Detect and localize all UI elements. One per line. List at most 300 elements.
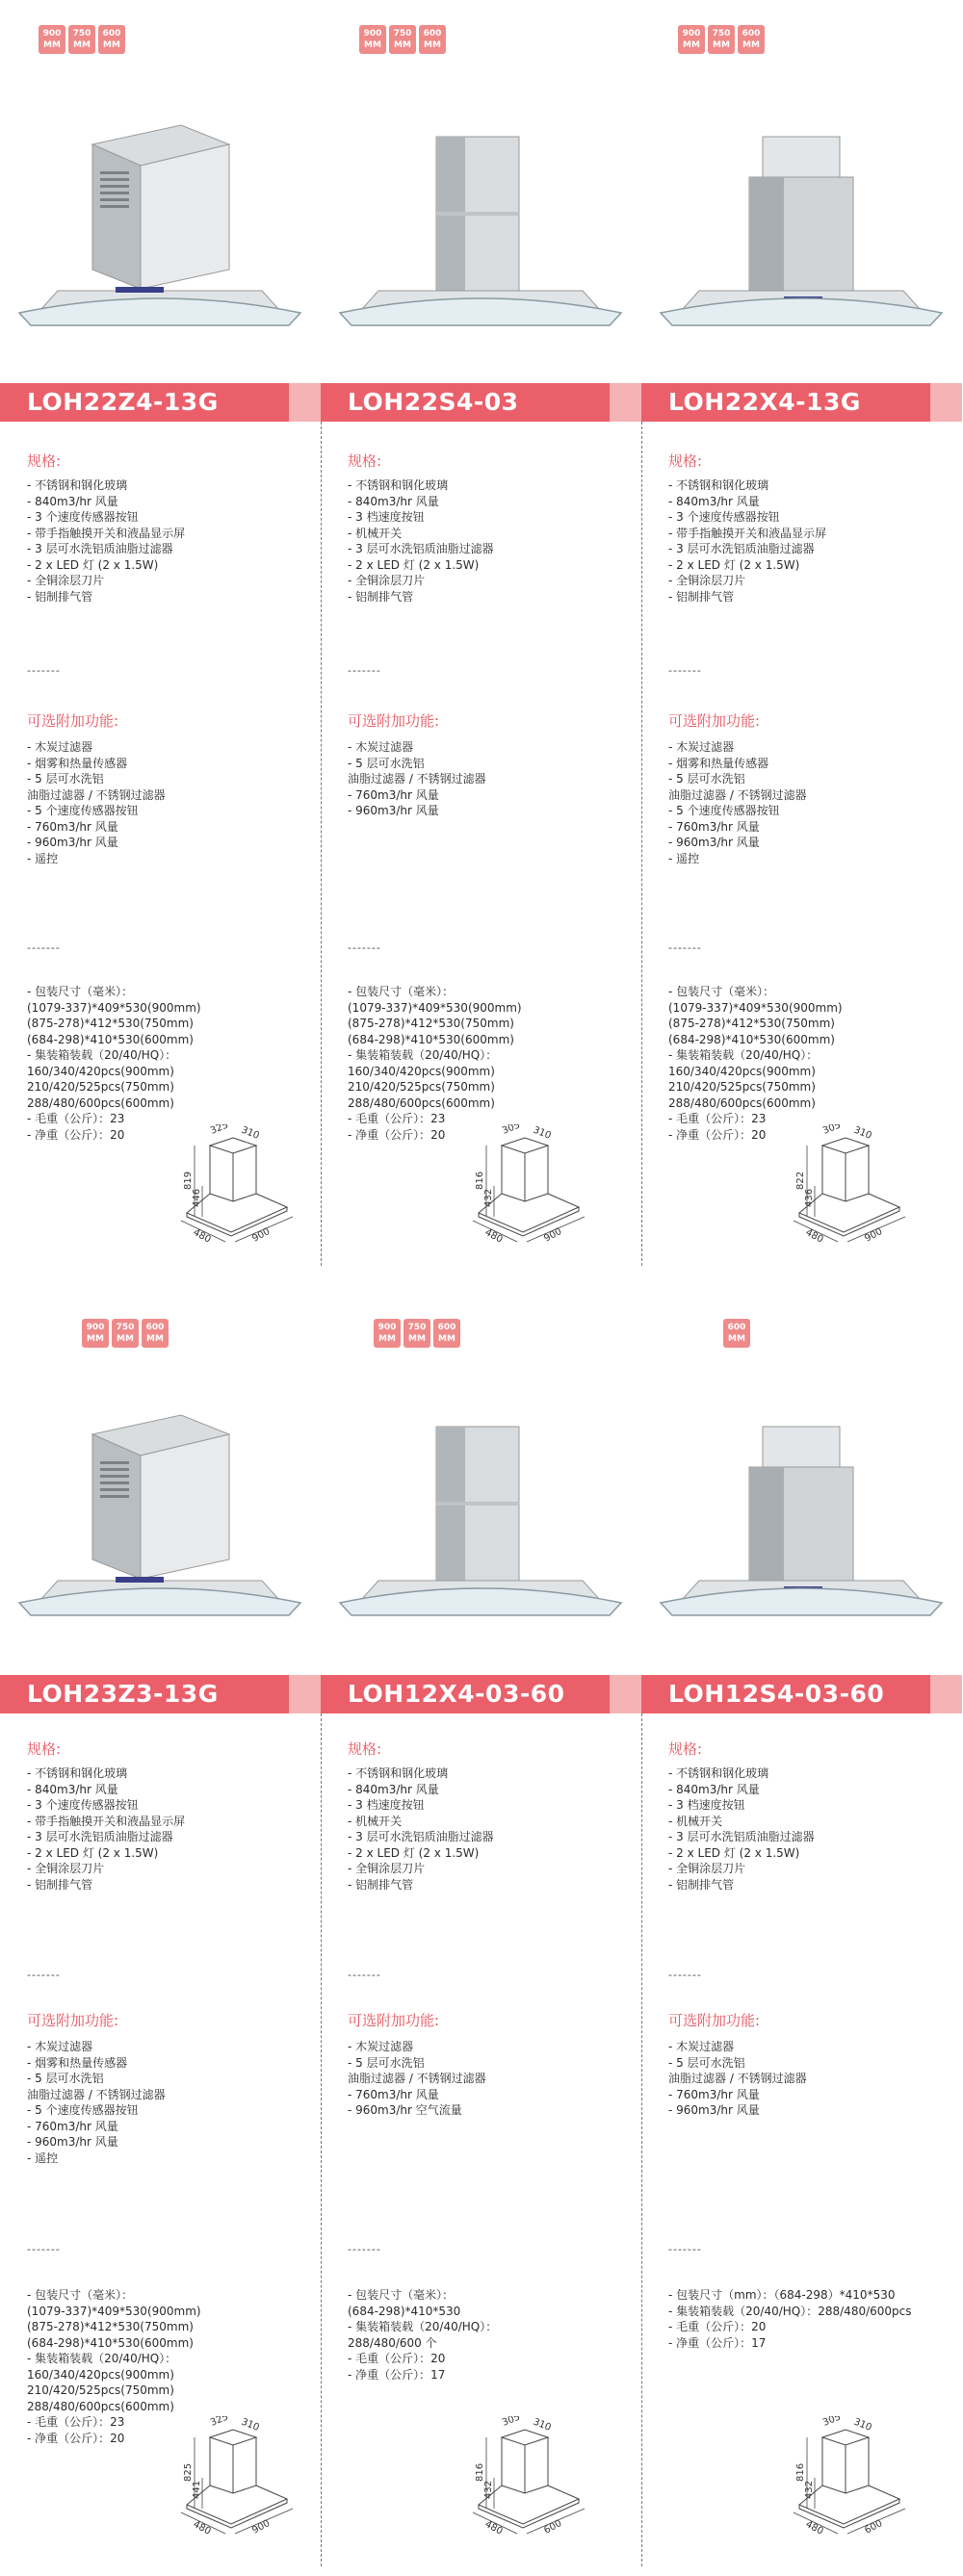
- option-item: - 遥控: [27, 851, 59, 865]
- dimension-diagram: [173, 1124, 308, 1249]
- size-badge: [68, 25, 95, 54]
- separator: -------: [668, 1969, 702, 1981]
- size-badge: [112, 1319, 139, 1348]
- spec-item: - 840m3/hr 风量: [348, 494, 439, 508]
- product-image: [321, 67, 641, 395]
- size-unit: MM: [87, 1334, 104, 1344]
- packing-item: - 集装箱装载（20/40/HQ）：: [348, 2320, 498, 2333]
- spec-item: - 3 层可水洗铝质油脂过滤器: [348, 542, 494, 555]
- spec-item: - 机械开关: [348, 1814, 403, 1828]
- packing-item: (1079-337)*409*530(900mm): [668, 1000, 843, 1015]
- dimension-label: 305: [501, 2416, 522, 2429]
- spec-item: - 铝制排气管: [348, 1877, 414, 1892]
- option-item: 油脂过滤器 / 不锈钢过滤器: [668, 787, 807, 802]
- option-item: - 960m3/hr 空气流量: [348, 2103, 462, 2117]
- options-heading: 可选附加功能:: [27, 712, 119, 730]
- packing-item: (875-278)*412*530(750mm): [27, 1017, 194, 1030]
- dimension-diagram: [465, 2416, 600, 2540]
- packing-item: (875-278)*412*530(750mm): [27, 2320, 194, 2333]
- packing-item: (684-298)*410*530(600mm): [348, 1032, 514, 1046]
- dimension-label: 816: [475, 1171, 485, 1190]
- column-divider: [321, 422, 322, 1266]
- size-value: 600: [102, 29, 121, 39]
- size-value: 900: [363, 29, 382, 39]
- packing-item: - 净重（公斤）：17: [348, 2367, 446, 2382]
- option-item: - 木炭过滤器: [27, 740, 93, 754]
- option-item: - 木炭过滤器: [348, 2040, 414, 2053]
- size-value: 750: [393, 29, 412, 39]
- dimension-label: 822: [795, 1171, 806, 1190]
- packing-item: (1079-337)*409*530(900mm): [27, 2304, 201, 2318]
- size-unit: MM: [424, 40, 441, 50]
- size-badge: [82, 1319, 109, 1348]
- size-badges: [723, 1319, 750, 1348]
- packing-item: 288/480/600pcs(600mm): [348, 1095, 495, 1110]
- options-list: [348, 2039, 486, 2119]
- product-column: [321, 1290, 641, 2576]
- packing-list: [348, 2287, 497, 2383]
- separator: -------: [27, 664, 61, 677]
- option-item: - 760m3/hr 风量: [668, 2087, 760, 2101]
- packing-item: 210/420/525pcs(750mm): [27, 2383, 174, 2397]
- size-badges: [82, 1319, 169, 1348]
- size-badge: [419, 25, 446, 54]
- spec-item: - 2 x LED 灯 (2 x 1.5W): [27, 1845, 159, 1860]
- spec-item: - 不锈钢和钢化玻璃: [27, 1766, 128, 1780]
- dimension-label: 436: [804, 1188, 815, 1207]
- options-heading: 可选附加功能:: [348, 2012, 440, 2029]
- size-badge: [389, 25, 416, 54]
- dimension-label: 305: [821, 1124, 843, 1137]
- spec-item: - 机械开关: [668, 1814, 723, 1828]
- spec-item: - 2 x LED 灯 (2 x 1.5W): [348, 1845, 480, 1860]
- option-item: - 5 层可水洗铝: [27, 772, 104, 786]
- packing-item: - 净重（公斤）：20: [668, 1127, 767, 1142]
- packing-item: (875-278)*412*530(750mm): [668, 1017, 835, 1030]
- option-item: - 木炭过滤器: [668, 740, 735, 754]
- product-row-1: [0, 0, 963, 1275]
- title-bar-accent: [289, 1675, 321, 1713]
- separator: -------: [668, 664, 702, 677]
- spec-item: - 3 个速度传感器按钮: [668, 510, 780, 524]
- title-bar-accent: [930, 383, 962, 422]
- spec-list: [27, 1765, 185, 1893]
- model-title-bar: [321, 1675, 641, 1713]
- packing-item: (1079-337)*409*530(900mm): [27, 1000, 201, 1015]
- size-unit: MM: [43, 40, 61, 50]
- spec-heading: 规格:: [668, 1740, 703, 1758]
- dimension-label: 600: [863, 2517, 885, 2537]
- spec-list: [27, 477, 185, 605]
- spec-item: - 铝制排气管: [27, 589, 93, 604]
- spec-item: - 全铜涂层刀片: [348, 1862, 426, 1875]
- options-list: [668, 2039, 807, 2119]
- size-unit: MM: [73, 40, 91, 50]
- spec-item: - 全铜涂层刀片: [668, 574, 746, 587]
- model-title-bar: [0, 1675, 321, 1713]
- size-badge: [738, 25, 765, 54]
- packing-item: 210/420/525pcs(750mm): [348, 1080, 495, 1094]
- separator: -------: [348, 941, 381, 954]
- spec-item: - 不锈钢和钢化玻璃: [668, 478, 769, 492]
- dimension-label: 325: [209, 2416, 230, 2429]
- option-item: - 5 层可水洗铝: [668, 2055, 745, 2070]
- packing-item: (684-298)*410*530(600mm): [668, 1032, 835, 1046]
- model-title-bar: [641, 1675, 962, 1713]
- size-badge: [433, 1319, 460, 1348]
- packing-item: (1079-337)*409*530(900mm): [348, 1000, 522, 1015]
- dimension-label: 480: [482, 1226, 505, 1245]
- size-badges: [39, 25, 125, 54]
- options-heading: 可选附加功能:: [27, 2012, 119, 2029]
- spec-item: - 3 个速度传感器按钮: [27, 510, 139, 524]
- separator: -------: [27, 2243, 61, 2255]
- dimension-label: 432: [804, 2480, 815, 2499]
- spec-item: - 3 层可水洗铝质油脂过滤器: [27, 542, 173, 555]
- spec-list: [668, 477, 826, 605]
- product-image: [321, 1357, 641, 1685]
- product-image: [641, 67, 962, 395]
- product-row-2: [0, 1290, 963, 2576]
- dimension-label: 310: [239, 2416, 261, 2434]
- dimension-label: 900: [250, 1225, 273, 1245]
- packing-item: - 净重（公斤）：20: [27, 1127, 125, 1142]
- option-item: - 烟雾和热量传感器: [668, 756, 769, 770]
- spec-item: - 不锈钢和钢化玻璃: [668, 1766, 769, 1780]
- spec-item: - 铝制排气管: [668, 1877, 735, 1892]
- packing-item: 210/420/525pcs(750mm): [27, 1080, 174, 1094]
- size-value: 900: [682, 29, 701, 39]
- dimension-label: 900: [250, 2517, 273, 2537]
- size-value: 900: [377, 1323, 397, 1332]
- option-item: 油脂过滤器 / 不锈钢过滤器: [668, 2072, 807, 2085]
- size-badge: [39, 25, 65, 54]
- spec-item: - 全铜涂层刀片: [27, 1862, 105, 1875]
- dimension-label: 432: [483, 1188, 494, 1207]
- packing-item: 288/480/600pcs(600mm): [27, 1095, 174, 1110]
- model-name: LOH12S4-03-60: [668, 1680, 885, 1708]
- model-title-bar: [0, 383, 321, 422]
- model-name: LOH22Z4-13G: [27, 388, 219, 416]
- spec-item: - 840m3/hr 风量: [27, 494, 118, 508]
- product-image: [0, 67, 321, 395]
- spec-item: - 840m3/hr 风量: [348, 1782, 439, 1796]
- dimension-label: 310: [531, 2416, 553, 2434]
- title-bar-accent: [610, 383, 641, 422]
- option-item: - 760m3/hr 风量: [348, 787, 439, 802]
- dimension-label: 446: [192, 1188, 202, 1207]
- product-column: [641, 1290, 962, 2576]
- packing-item: 160/340/420pcs(900mm): [27, 2367, 174, 2382]
- size-value: 600: [437, 1323, 456, 1332]
- size-badge: [142, 1319, 169, 1348]
- spec-item: - 不锈钢和钢化玻璃: [348, 478, 449, 492]
- size-unit: MM: [742, 40, 760, 50]
- packing-list: [27, 984, 201, 1143]
- dimension-diagram: [786, 1124, 921, 1249]
- column-divider: [321, 1713, 322, 2566]
- product-image: [0, 1357, 321, 1685]
- spec-item: - 2 x LED 灯 (2 x 1.5W): [348, 557, 480, 572]
- options-list: [27, 2039, 166, 2166]
- title-bar-accent: [930, 1675, 962, 1713]
- spec-item: - 3 档速度按钮: [668, 1798, 745, 1812]
- spec-item: - 机械开关: [348, 526, 403, 540]
- dimension-label: 900: [863, 1225, 885, 1245]
- dimension-label: 816: [475, 2462, 485, 2482]
- dimension-label: 432: [483, 2480, 494, 2499]
- option-item: - 木炭过滤器: [668, 2040, 735, 2053]
- option-item: - 5 个速度传感器按钮: [27, 804, 139, 817]
- packing-item: - 毛重（公斤）：20: [668, 2320, 767, 2333]
- option-item: - 烟雾和热量传感器: [27, 756, 128, 770]
- separator: -------: [348, 1969, 381, 1981]
- packing-item: - 包装尺寸（毫米）：: [348, 985, 455, 998]
- product-column: [0, 0, 321, 1275]
- dimension-label: 480: [803, 1226, 825, 1245]
- spec-item: - 不锈钢和钢化玻璃: [27, 478, 128, 492]
- packing-item: - 包装尺寸（毫米）：: [668, 985, 775, 998]
- packing-item: - 包装尺寸（mm）：（684-298）*410*530: [668, 2288, 896, 2302]
- options-list: [348, 739, 486, 819]
- option-item: - 760m3/hr 风量: [27, 819, 118, 834]
- option-item: - 5 层可水洗铝: [348, 2055, 425, 2070]
- spec-item: - 3 层可水洗铝质油脂过滤器: [668, 1830, 815, 1843]
- option-item: 油脂过滤器 / 不锈钢过滤器: [27, 2087, 166, 2101]
- option-item: - 960m3/hr 风量: [348, 804, 439, 817]
- size-badges: [678, 25, 765, 54]
- options-heading: 可选附加功能:: [668, 2012, 761, 2029]
- model-name: LOH12X4-03-60: [348, 1680, 565, 1708]
- option-item: - 烟雾和热量传感器: [27, 2055, 128, 2070]
- option-item: - 遥控: [27, 2151, 59, 2165]
- spec-item: - 铝制排气管: [348, 589, 414, 604]
- spec-item: - 3 层可水洗铝质油脂过滤器: [27, 1830, 173, 1843]
- options-list: [27, 739, 166, 866]
- packing-item: - 毛重（公斤）：23: [27, 2415, 125, 2429]
- packing-item: 288/480/600pcs(600mm): [27, 2399, 174, 2413]
- dimension-label: 441: [192, 2480, 202, 2499]
- option-item: - 5 层可水洗铝: [27, 2072, 104, 2085]
- spec-list: [348, 477, 494, 605]
- title-bar-accent: [289, 383, 321, 422]
- packing-item: 160/340/420pcs(900mm): [348, 1064, 495, 1078]
- spec-list: [348, 1765, 494, 1893]
- packing-item: - 集装箱装载（20/40/HQ）：: [348, 1048, 498, 1062]
- spec-item: - 840m3/hr 风量: [27, 1782, 118, 1796]
- size-value: 600: [742, 29, 761, 39]
- size-badge: [678, 25, 705, 54]
- spec-item: - 铝制排气管: [27, 1877, 93, 1892]
- size-unit: MM: [394, 40, 411, 50]
- option-item: - 960m3/hr 风量: [668, 2103, 760, 2117]
- size-unit: MM: [713, 40, 730, 50]
- size-unit: MM: [728, 1334, 745, 1344]
- size-unit: MM: [438, 1334, 455, 1344]
- spec-item: - 全铜涂层刀片: [27, 574, 105, 587]
- dimension-diagram: [786, 2416, 921, 2540]
- separator: -------: [27, 941, 61, 954]
- model-title-bar: [321, 383, 641, 422]
- product-column: [0, 1290, 321, 2576]
- dimension-label: 480: [191, 2518, 213, 2537]
- spec-item: - 840m3/hr 风量: [668, 1782, 760, 1796]
- dimension-label: 305: [501, 1124, 522, 1137]
- option-item: - 760m3/hr 风量: [348, 2087, 439, 2101]
- packing-item: 210/420/525pcs(750mm): [668, 1080, 816, 1094]
- separator: -------: [668, 2243, 702, 2255]
- options-heading: 可选附加功能:: [668, 712, 761, 730]
- dimension-label: 480: [482, 2518, 505, 2537]
- dimension-label: 825: [183, 2462, 194, 2482]
- packing-item: - 包装尺寸（毫米）：: [348, 2288, 455, 2302]
- option-item: - 木炭过滤器: [348, 740, 414, 754]
- spec-item: - 3 层可水洗铝质油脂过滤器: [348, 1830, 494, 1843]
- size-unit: MM: [364, 40, 381, 50]
- packing-item: - 毛重（公斤）：23: [668, 1112, 767, 1125]
- spec-item: - 3 个速度传感器按钮: [27, 1798, 139, 1812]
- packing-item: (684-298)*410*530(600mm): [27, 1032, 194, 1046]
- size-value: 750: [407, 1323, 427, 1332]
- packing-item: - 包装尺寸（毫米）：: [27, 2288, 134, 2302]
- model-title-bar: [641, 383, 962, 422]
- spec-item: - 带手指触摸开关和液晶显示屏: [27, 526, 186, 540]
- size-value: 600: [145, 1323, 165, 1332]
- spec-item: - 2 x LED 灯 (2 x 1.5W): [27, 557, 159, 572]
- dimension-label: 305: [821, 2416, 843, 2429]
- packing-item: 288/480/600 个: [348, 2335, 437, 2350]
- size-value: 750: [72, 29, 91, 39]
- separator: -------: [27, 1969, 61, 1981]
- packing-item: - 净重（公斤）：20: [27, 2431, 125, 2445]
- packing-item: - 毛重（公斤）：20: [348, 2352, 446, 2365]
- option-item: - 960m3/hr 风量: [668, 836, 760, 849]
- option-item: - 960m3/hr 风量: [27, 836, 118, 849]
- dimension-diagram: [173, 2416, 308, 2540]
- model-name: LOH23Z3-13G: [27, 1680, 219, 1708]
- size-value: 750: [116, 1323, 135, 1332]
- dimension-label: 480: [803, 2518, 825, 2537]
- size-unit: MM: [117, 1334, 134, 1344]
- spec-item: - 840m3/hr 风量: [668, 494, 760, 508]
- spec-item: - 3 档速度按钮: [348, 1798, 425, 1812]
- separator: -------: [348, 2243, 381, 2255]
- packing-item: 288/480/600pcs(600mm): [668, 1095, 816, 1110]
- size-badge: [708, 25, 735, 54]
- size-value: 600: [727, 1323, 746, 1332]
- option-item: - 5 个速度传感器按钮: [27, 2103, 139, 2117]
- packing-list: [668, 984, 843, 1143]
- size-unit: MM: [408, 1334, 426, 1344]
- size-badge: [359, 25, 386, 54]
- size-badge: [723, 1319, 750, 1348]
- spec-item: - 带手指触摸开关和液晶显示屏: [27, 1814, 186, 1828]
- option-item: 油脂过滤器 / 不锈钢过滤器: [348, 2072, 486, 2085]
- packing-item: - 净重（公斤）：20: [348, 1127, 446, 1142]
- packing-item: 160/340/420pcs(900mm): [27, 1064, 174, 1078]
- size-badge: [98, 25, 125, 54]
- spec-item: - 铝制排气管: [668, 589, 735, 604]
- option-item: - 木炭过滤器: [27, 2040, 93, 2053]
- packing-item: - 集装箱装载（20/40/HQ）：: [27, 2352, 177, 2365]
- option-item: - 5 个速度传感器按钮: [668, 804, 780, 817]
- packing-item: (875-278)*412*530(750mm): [348, 1017, 514, 1030]
- packing-item: - 包装尺寸（毫米）：: [27, 985, 134, 998]
- option-item: - 5 层可水洗铝: [668, 772, 745, 786]
- packing-list: [668, 2287, 912, 2351]
- spec-item: - 不锈钢和钢化玻璃: [348, 1766, 449, 1780]
- packing-item: - 净重（公斤）：17: [668, 2335, 767, 2350]
- product-column: [641, 0, 962, 1275]
- options-heading: 可选附加功能:: [348, 712, 440, 730]
- dimension-label: 816: [795, 2462, 806, 2482]
- packing-item: - 毛重（公斤）：23: [27, 1112, 125, 1125]
- separator: -------: [668, 941, 702, 954]
- option-item: 油脂过滤器 / 不锈钢过滤器: [348, 772, 486, 786]
- product-image: [641, 1357, 962, 1685]
- spec-list: [668, 1765, 815, 1893]
- packing-list: [348, 984, 522, 1143]
- spec-heading: 规格:: [348, 452, 382, 470]
- size-unit: MM: [103, 40, 120, 50]
- spec-item: - 2 x LED 灯 (2 x 1.5W): [668, 557, 800, 572]
- dimension-label: 600: [542, 2517, 564, 2537]
- packing-item: (684-298)*410*530: [348, 2304, 461, 2318]
- size-badge: [403, 1319, 430, 1348]
- dimension-label: 819: [183, 1171, 194, 1190]
- option-item: - 遥控: [668, 851, 700, 865]
- model-name: LOH22S4-03: [348, 388, 519, 416]
- options-list: [668, 739, 807, 866]
- spec-item: - 3 层可水洗铝质油脂过滤器: [668, 542, 815, 555]
- dimension-label: 325: [209, 1124, 230, 1137]
- option-item: - 5 层可水洗铝: [348, 756, 425, 770]
- model-name: LOH22X4-13G: [668, 388, 861, 416]
- option-item: - 760m3/hr 风量: [27, 2119, 118, 2133]
- option-item: 油脂过滤器 / 不锈钢过滤器: [27, 787, 166, 802]
- size-unit: MM: [378, 1334, 396, 1344]
- product-column: [321, 0, 641, 1275]
- spec-heading: 规格:: [668, 452, 703, 470]
- packing-item: - 集装箱装载（20/40/HQ）：: [27, 1048, 177, 1062]
- packing-item: 160/340/420pcs(900mm): [668, 1064, 816, 1078]
- title-bar-accent: [610, 1675, 641, 1713]
- spec-item: - 3 档速度按钮: [348, 510, 425, 524]
- spec-item: - 全铜涂层刀片: [348, 574, 426, 587]
- spec-item: - 全铜涂层刀片: [668, 1862, 746, 1875]
- column-divider: [641, 1713, 642, 2566]
- dimension-label: 310: [851, 2416, 873, 2434]
- size-unit: MM: [146, 1334, 164, 1344]
- size-badges: [374, 1319, 460, 1348]
- separator: -------: [348, 664, 381, 677]
- column-divider: [641, 422, 642, 1266]
- option-item: - 760m3/hr 风量: [668, 819, 760, 834]
- spec-heading: 规格:: [27, 1740, 62, 1758]
- dimension-label: 310: [531, 1124, 553, 1142]
- size-value: 750: [712, 29, 731, 39]
- packing-item: - 毛重（公斤）：23: [348, 1112, 446, 1125]
- dimension-label: 480: [191, 1226, 213, 1245]
- spec-heading: 规格:: [348, 1740, 382, 1758]
- spec-item: - 带手指触摸开关和液晶显示屏: [668, 526, 827, 540]
- option-item: - 960m3/hr 风量: [27, 2135, 118, 2149]
- size-value: 900: [86, 1323, 105, 1332]
- size-value: 900: [42, 29, 62, 39]
- packing-item: - 集装箱装载（20/40/HQ）：: [668, 1048, 819, 1062]
- spec-heading: 规格:: [27, 452, 62, 470]
- size-value: 600: [423, 29, 442, 39]
